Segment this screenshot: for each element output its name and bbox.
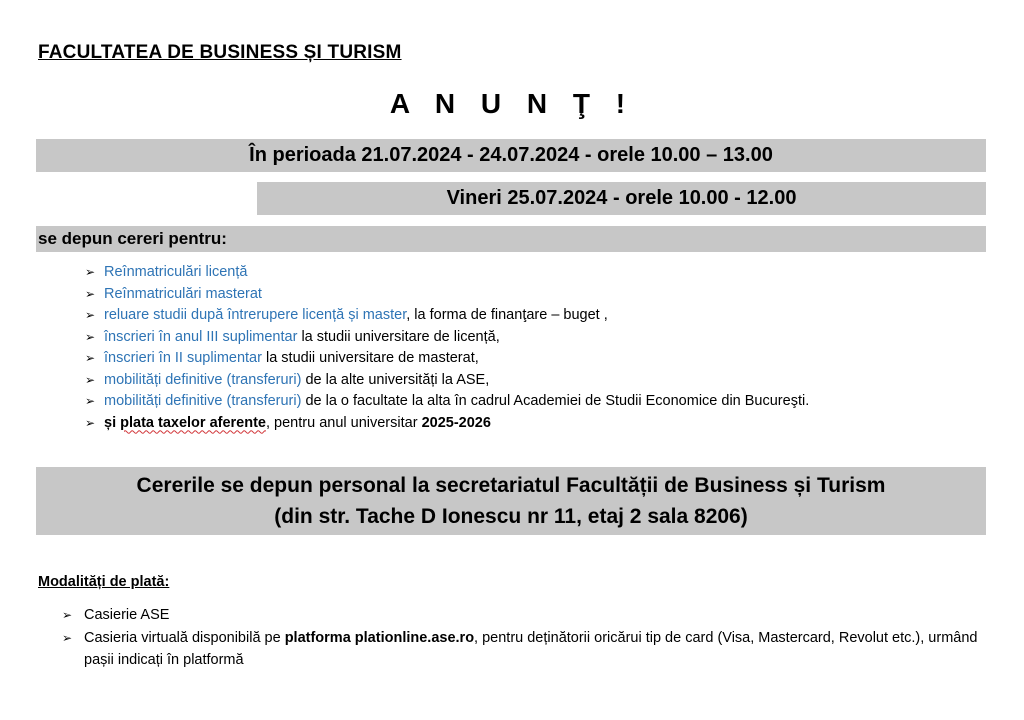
payment-heading: Modalități de plată:: [38, 574, 170, 590]
last-item-mid: , pentru anul universitar: [266, 414, 422, 431]
list-item: [85, 305, 809, 327]
item-text: de la o facultate la alta în cadrul Academiei de Studii Economice din Bucureşti.: [301, 393, 810, 409]
submission-line-2: (din str. Tache D Ionescu nr 11, etaj 2 sala 8206): [274, 505, 748, 528]
item-highlight: mobilități definitive (transferuri): [104, 393, 302, 409]
arrow-bullet-icon: ➢: [85, 286, 96, 301]
payment-item-2-end: , pentru deținătorii oricărui tip de card (Visa, Mastercard, Revolut etc.), urmând pașii indicați în platformă: [84, 629, 978, 668]
list-item: [62, 604, 982, 627]
list-item: [85, 262, 809, 284]
arrow-bullet-icon: ➢: [85, 308, 96, 322]
item-highlight: reluare studii după întrerupere licență și master: [104, 307, 407, 323]
list-item: [85, 391, 809, 413]
list-item: [85, 370, 809, 392]
arrow-bullet-icon: ➢: [62, 608, 73, 622]
requests-list: [85, 262, 809, 434]
arrow-bullet-icon: ➢: [85, 265, 96, 279]
list-item: [85, 413, 809, 435]
item-text: , la forma de finanţare – buget ,: [406, 307, 608, 323]
submission-line-1: Cererile se depun personal la secretariatul Facultății de Business și Turism: [136, 474, 886, 497]
requests-heading-text: se depun cereri pentru:: [38, 229, 227, 248]
arrow-bullet-icon: ➢: [85, 329, 96, 344]
payment-item-2-start: Casieria virtuală disponibilă pe: [84, 629, 285, 646]
list-item: [85, 284, 809, 306]
requests-heading: [36, 226, 986, 252]
item-highlight: mobilități definitive (transferuri): [104, 371, 302, 388]
academic-year: 2025-2026: [421, 414, 491, 431]
arrow-bullet-icon: ➢: [62, 630, 73, 645]
period-band: [36, 139, 986, 172]
item-highlight: înscrieri în anul III suplimentar: [104, 328, 298, 345]
item-text: la studii universitare de masterat,: [261, 350, 479, 366]
friday-band: [257, 182, 986, 215]
last-item-prefix: și: [104, 414, 121, 431]
announcement-title: A N U N Ţ !: [389, 88, 635, 119]
period-text: În perioada 21.07.2024 - 24.07.2024 - orele 10.00 – 13.00: [249, 144, 773, 166]
arrow-bullet-icon: ➢: [85, 394, 96, 408]
item-highlight: Reînmatriculări masterat: [104, 285, 262, 302]
item-text: de la alte universități la ASE,: [301, 371, 490, 388]
faculty-name: FACULTATEA DE BUSINESS ȘI TURISM: [38, 42, 402, 63]
platform-link[interactable]: platforma plationline.ase.ro: [284, 629, 475, 646]
arrow-bullet-icon: ➢: [85, 415, 96, 430]
fees-text: plata taxelor aferente: [120, 414, 266, 431]
submission-band: [36, 467, 986, 535]
payment-list: [62, 604, 982, 672]
item-highlight: Reînmatriculări licență: [104, 264, 248, 280]
list-item: [85, 348, 809, 370]
arrow-bullet-icon: ➢: [85, 372, 96, 387]
arrow-bullet-icon: ➢: [85, 351, 96, 365]
list-item: [85, 327, 809, 349]
payment-item-1: Casierie ASE: [84, 607, 170, 623]
friday-text: Vineri 25.07.2024 - orele 10.00 - 12.00: [446, 187, 797, 209]
item-text: la studii universitare de licență,: [297, 328, 500, 345]
list-item: [62, 627, 982, 672]
item-highlight: înscrieri în II suplimentar: [104, 350, 262, 366]
